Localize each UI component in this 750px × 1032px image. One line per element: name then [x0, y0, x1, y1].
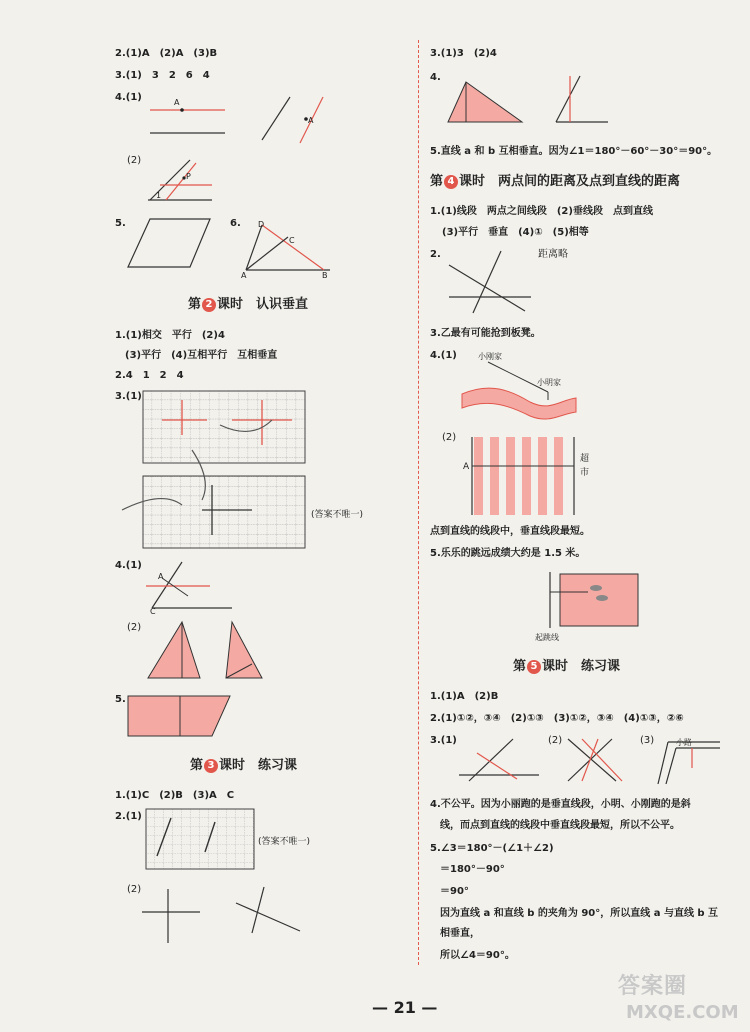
l5-q4a: 4.不公平。因为小丽跑的是垂直线段，小明、小刚跑的是斜 [430, 799, 691, 810]
s2-q4-1: 4.(1) [115, 560, 142, 571]
label-A-2: A [308, 116, 314, 125]
fig-s3-q2b [140, 885, 340, 945]
s1-q3: 3.(1) 3 2 6 4 [115, 70, 210, 81]
l5-q5e: 相垂直， [440, 928, 480, 939]
s1-q6: 6. [230, 218, 241, 229]
s2-q5: 5. [115, 694, 126, 705]
s1-q2: 2.(1)A (2)A (3)B [115, 48, 218, 59]
l4-q4: 4.(1) [430, 350, 457, 361]
lesson4-badge: 4 [444, 175, 458, 189]
s3-q2: 2.(1) [115, 811, 142, 822]
l4-q1b: (3)平行 垂直 (4)① (5)相等 [442, 227, 589, 238]
l5-q5a: 5.∠3＝180°－(∠1＋∠2) [430, 843, 554, 854]
fig-s3-q2-grid [145, 808, 257, 872]
l5-q4b: 线，而点到直线的线段中垂直线段最短，所以不公平。 [440, 820, 680, 831]
label-C: C [289, 236, 295, 245]
lesson5-badge: 5 [527, 660, 541, 674]
label-1: 1 [156, 191, 162, 200]
page-number: — 21 — [372, 998, 438, 1017]
r-q5: 5.直线 a 和 b 互相垂直。因为∠1＝180°－60°－30°＝90°。 [430, 146, 718, 157]
fig-s2-q5 [122, 692, 234, 740]
s2-label-C: C [150, 607, 156, 616]
l4-line: 起跳线 [535, 633, 559, 642]
column-divider [418, 40, 419, 965]
fig-s1-q4-2 [140, 155, 220, 205]
fig-s2-q4-1 [142, 560, 242, 616]
l4-short: 点到直线的线段中，垂直线段最短。 [430, 526, 590, 537]
fig-l5-q3-3 [652, 734, 724, 788]
label-B: B [322, 271, 328, 280]
label-A-1: A [174, 98, 180, 107]
lesson3-heading: 第 3 课时 练习课 [190, 758, 298, 773]
lesson5-heading: 第 5 课时 练习课 [513, 659, 621, 674]
l4-market: 超市 [580, 454, 590, 478]
lesson2-badge: 2 [202, 298, 216, 312]
s2-q1b: (3)平行 (4)互相平行 互相垂直 [125, 350, 278, 361]
l5-road: 小路 [676, 738, 692, 747]
l5-q1: 1.(1)A (2)B [430, 691, 499, 702]
l4-q3: 3.乙最有可能抢到板凳。 [430, 328, 541, 339]
watermark-url: MXQE.COM [626, 1002, 739, 1023]
l4-q2: 2. [430, 249, 441, 260]
l4-q4b: (2) [442, 432, 457, 443]
fig-l4-river [460, 360, 580, 420]
s3-q2b: (2) [127, 884, 142, 895]
fig-l4-q2 [445, 245, 535, 315]
l5-q3b: (2) [548, 735, 563, 746]
label-A-3: A [241, 271, 247, 280]
fig-s1-q5-parallelogram [122, 215, 222, 273]
lesson3-badge: 3 [204, 759, 218, 773]
s3-note: (答案不唯一) [258, 837, 311, 847]
l4-home1: 小刚家 [478, 352, 502, 361]
l5-q5b: ＝180°－90° [440, 864, 505, 875]
s3-q1: 1.(1)C (2)B (3)A C [115, 790, 235, 801]
fig-l4-market [462, 435, 582, 517]
s1-q4-1: 4.(1) [115, 92, 142, 103]
l5-q2: 2.(1)①②，③④ (2)①③ (3)①②，③④ (4)①③，②⑥ [430, 713, 684, 724]
fig-l5-q3-1 [455, 735, 545, 783]
s2-q4-2: (2) [127, 622, 142, 633]
l4-home2: 小明家 [537, 378, 561, 387]
l5-q3: 3.(1) [430, 735, 457, 746]
watermark-logo: 答案圈 [618, 974, 688, 999]
label-P: P [186, 172, 191, 181]
fig-l5-q3-2 [562, 735, 630, 785]
s2-label-A: A [158, 572, 164, 581]
l4-A: A [463, 462, 470, 472]
fig-l4-jump [540, 568, 640, 632]
l4-q1: 1.(1)线段 两点之间线段 (2)垂线段 点到直线 [430, 206, 653, 217]
s2-q3: 3.(1) [115, 391, 142, 402]
s2-note: (答案不唯一) [311, 510, 364, 520]
s1-q4-2: (2) [127, 155, 142, 166]
l4-dist: 距离略 [538, 249, 568, 260]
fig-s2-q4-2-triangles [142, 618, 272, 684]
l4-q5: 5.乐乐的跳远成绩大约是 1.5 米。 [430, 548, 586, 559]
r-q3: 3.(1)3 (2)4 [430, 48, 497, 59]
fig-r-q4 [440, 72, 620, 134]
s2-q2: 2.4 1 2 4 [115, 370, 184, 381]
label-D: D [258, 220, 265, 229]
s1-q5: 5. [115, 218, 126, 229]
l5-q5f: 所以∠4＝90°。 [440, 950, 515, 961]
fig-s2-q3-grids [142, 390, 308, 548]
l5-q5d: 因为直线 a 和直线 b 的夹角为 90°，所以直线 a 与直线 b 互 [440, 908, 719, 919]
s2-q1: 1.(1)相交 平行 (2)4 [115, 330, 225, 341]
l5-q5c: ＝90° [440, 886, 469, 897]
lesson2-heading: 第 2 课时 认识垂直 [188, 297, 309, 312]
lesson4-heading: 第 4 课时 两点间的距离及点到直线的距离 [430, 174, 681, 189]
r-q4: 4. [430, 72, 441, 83]
l5-q3c: (3) [640, 735, 655, 746]
